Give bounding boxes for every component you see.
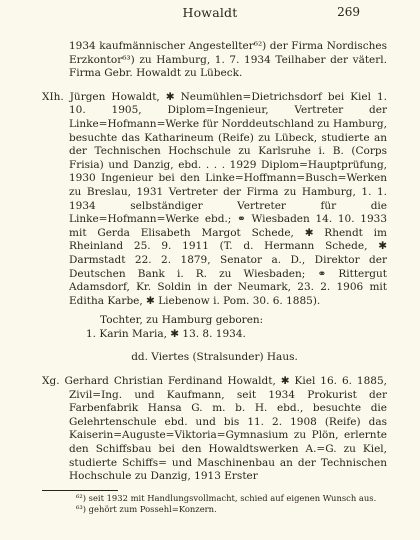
entry-xih-paragraph: XIh. Jürgen Howaldt, ✱ Neumühlen=Dietrichsdorf bei Kiel 1. 10. 1905, Diplom=Ingenieur, Vertreter der Linke=Hofmann=Werke für Norddeutschland zu Hamburg, besuchte das Katharineum (Reife) zu Lübeck, studierte an der Technischen Hochschule zu Karlsruhe i. B. (Corps Frisia) und Danzig, ebd. . . . 1929 Diplom=Hauptprüfung, 1930 Ingenieur bei den Linke=Hoffmann=Busch=Werken zu Breslau, 1931 Vertreter der Firma zu Hamburg, 1. 1. 1934 selbständiger Vertreter für die Linke=Hofmann=Werke ebd.; ⚭ Wiesbaden 14. 10. 1933 mit Gerda Elisabeth Margot Schede, ✱ Rhendt im Rheinland 25. 9. 1911 (T. d. Hermann Schede, ✱ Darmstadt 22. 2. 1879, Senator a. D., Direktor der Deutschen Bank i. R. zu Wiesbaden; ⚭ Rittergut Adamsdorf, Kr. Soldin in der Neumark, 23. 2. 1906 mit Editha Karbe, ✱ Liebenow i. Pom. 30. 6. 1885).	[42, 90, 387, 307]
child-item: 1. Karin Maria, ✱ 13. 8. 1934.	[86, 327, 246, 340]
entry-xg	[42, 375, 387, 484]
footnote-divider	[42, 490, 118, 491]
footnote-62: ⁶²) seit 1932 mit Handlungsvollmacht, schied auf eigenen Wunsch aus.	[76, 492, 377, 503]
footnote-63: ⁶³) gehört zum Possehl=Konzern.	[76, 503, 217, 514]
entry-xih	[42, 91, 387, 309]
body-text	[42, 40, 387, 515]
daughters-label: Tochter, zu Hamburg geboren:	[100, 314, 264, 327]
section-heading: dd. Viertes (Stralsunder) Haus.	[131, 351, 298, 364]
entry-continuation	[42, 40, 387, 81]
continuation-paragraph: 1934 kaufmännischer Angestellter⁶²) der Firma Nordisches Erzkontor⁶³) zu Hamburg, 1. 7. 1934 Teilhaber der väterl. Firma Gebr. Howaldt zu Lübeck.	[69, 40, 387, 80]
entry-xg-paragraph: Xg. Gerhard Christian Ferdinand Howaldt, ✱ Kiel 16. 6. 1885, Zivil=Ing. und Kaufmann, seit 1934 Prokurist der Farbenfabrik Hansa G. m. b. H. ebd., besuchte die Gelehrtenschule ebd. und bis 11. 2. 1908 (Reife) das Kaiserin=Auguste=Viktoria=Gymnasium zu Plön, erlernte den Schiffsbau bei den Howaldtswerken A.=G. zu Kiel, studierte Schiffs= und Maschinenbau an der Technischen Hochschule zu Danzig, 1913 Erster	[42, 375, 387, 483]
running-title: Howaldt	[182, 5, 238, 20]
page-header	[0, 5, 420, 25]
page-number: 269	[337, 5, 360, 19]
